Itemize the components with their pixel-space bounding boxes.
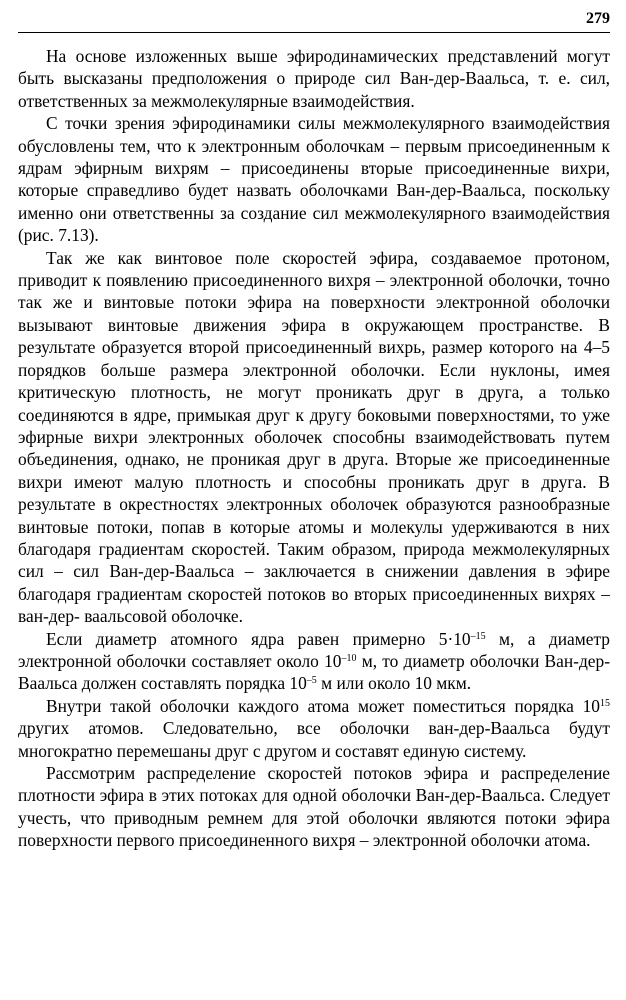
document-page bbox=[18, 10, 610, 852]
page-header bbox=[18, 10, 610, 33]
p4-text-b: м, а диаметр электронной оболочки составляет около 10 bbox=[18, 628, 610, 671]
paragraph-2: С точки зрения эфиродинамики силы межмолекулярного взаимодействия обусловлены тем, что к электронным оболочкам – первым присоединенным к ядрам эфирным вихрям – присоединены вторые присоединенные вихри, которые справедливо будет назвать оболочками Ван-дер-Ваальса, поскольку именно они ответственны за создание сил межмолекулярного взаимодействия (рис. 7.13). bbox=[18, 113, 610, 246]
p5-exponent-a: 15 bbox=[600, 697, 610, 709]
p4-text-a: Если диаметр атомного ядра равен примерно 5·10 bbox=[46, 628, 471, 649]
paragraph-4 bbox=[18, 628, 610, 695]
p4-exponent-a: –15 bbox=[470, 630, 486, 642]
p5-text-a: Внутри такой оболочки каждого атома может поместиться порядка 10 bbox=[46, 695, 600, 716]
body-text bbox=[18, 45, 610, 852]
paragraph-1: На основе изложенных выше эфиродинамических представлений могут быть высказаны предположения о природе сил Ван-дер-Ваальса, т. е. сил, ответственных за межмолекулярные взаимодействия. bbox=[18, 46, 610, 111]
p5-text-b: других атомов. Следовательно, все оболочки ван-дер-Ваальса будут многократно перемешаны друг с другом и составят единую систему. bbox=[18, 718, 610, 761]
page-number: 279 bbox=[586, 10, 610, 27]
paragraph-5 bbox=[18, 695, 610, 762]
p4-exponent-b: –10 bbox=[341, 652, 357, 664]
p4-exponent-c: –5 bbox=[306, 675, 317, 687]
p4-text-d: м или около 10 мкм. bbox=[316, 673, 472, 694]
paragraph-3: Так же как винтовое поле скоростей эфира, создаваемое протоном, приводит к появлению присоединенного вихря – электронной оболочки, точно так же и винтовые потоки эфира на поверхности электронной оболочки вызывают винтовые движения эфира в окружающем пространстве. В результате образуется второй присоединенный вихрь, размер которого на 4–5 порядков больше размера электронной оболочки. Если нуклоны, имея критическую плотность, не могут проникать друг в друга, а только соединяются в ядре, примыкая друг к другу боковыми поверхностями, то уже эфирные вихри электронных оболочек способны взаимодействовать путем объединения, однако, не проникая друг в друга. Вторые же присоединенные вихри имеют малую плотность и способны проникать друг в друга. В результате в окрестностях электронных оболочек образуются разнообразные винтовые потоки, попав в которые атомы и молекулы удерживаются в них благодаря градиентам скоростей. Таким образом, природа межмолекулярных сил – сил Ван-дер-Ваальса – заключается в снижении давления в эфире благодаря градиентам скоростей потоков во вторых присоединенных вихрях – ван-дер- ваальсовой оболочке. bbox=[18, 247, 610, 627]
paragraph-6: Рассмотрим распределение скоростей потоков эфира и распределение плотности эфира в этих потоках для одной оболочки Ван-дер-Ваальса. Следует учесть, что приводным ремнем для этой оболочки являются потоки эфира поверхности первого присоединенного вихря – электронной оболочки атома. bbox=[18, 763, 610, 851]
p4-text-c: м, то диаметр оболочки Ван-дер-Ваальса должен составлять порядка 10 bbox=[18, 650, 610, 694]
